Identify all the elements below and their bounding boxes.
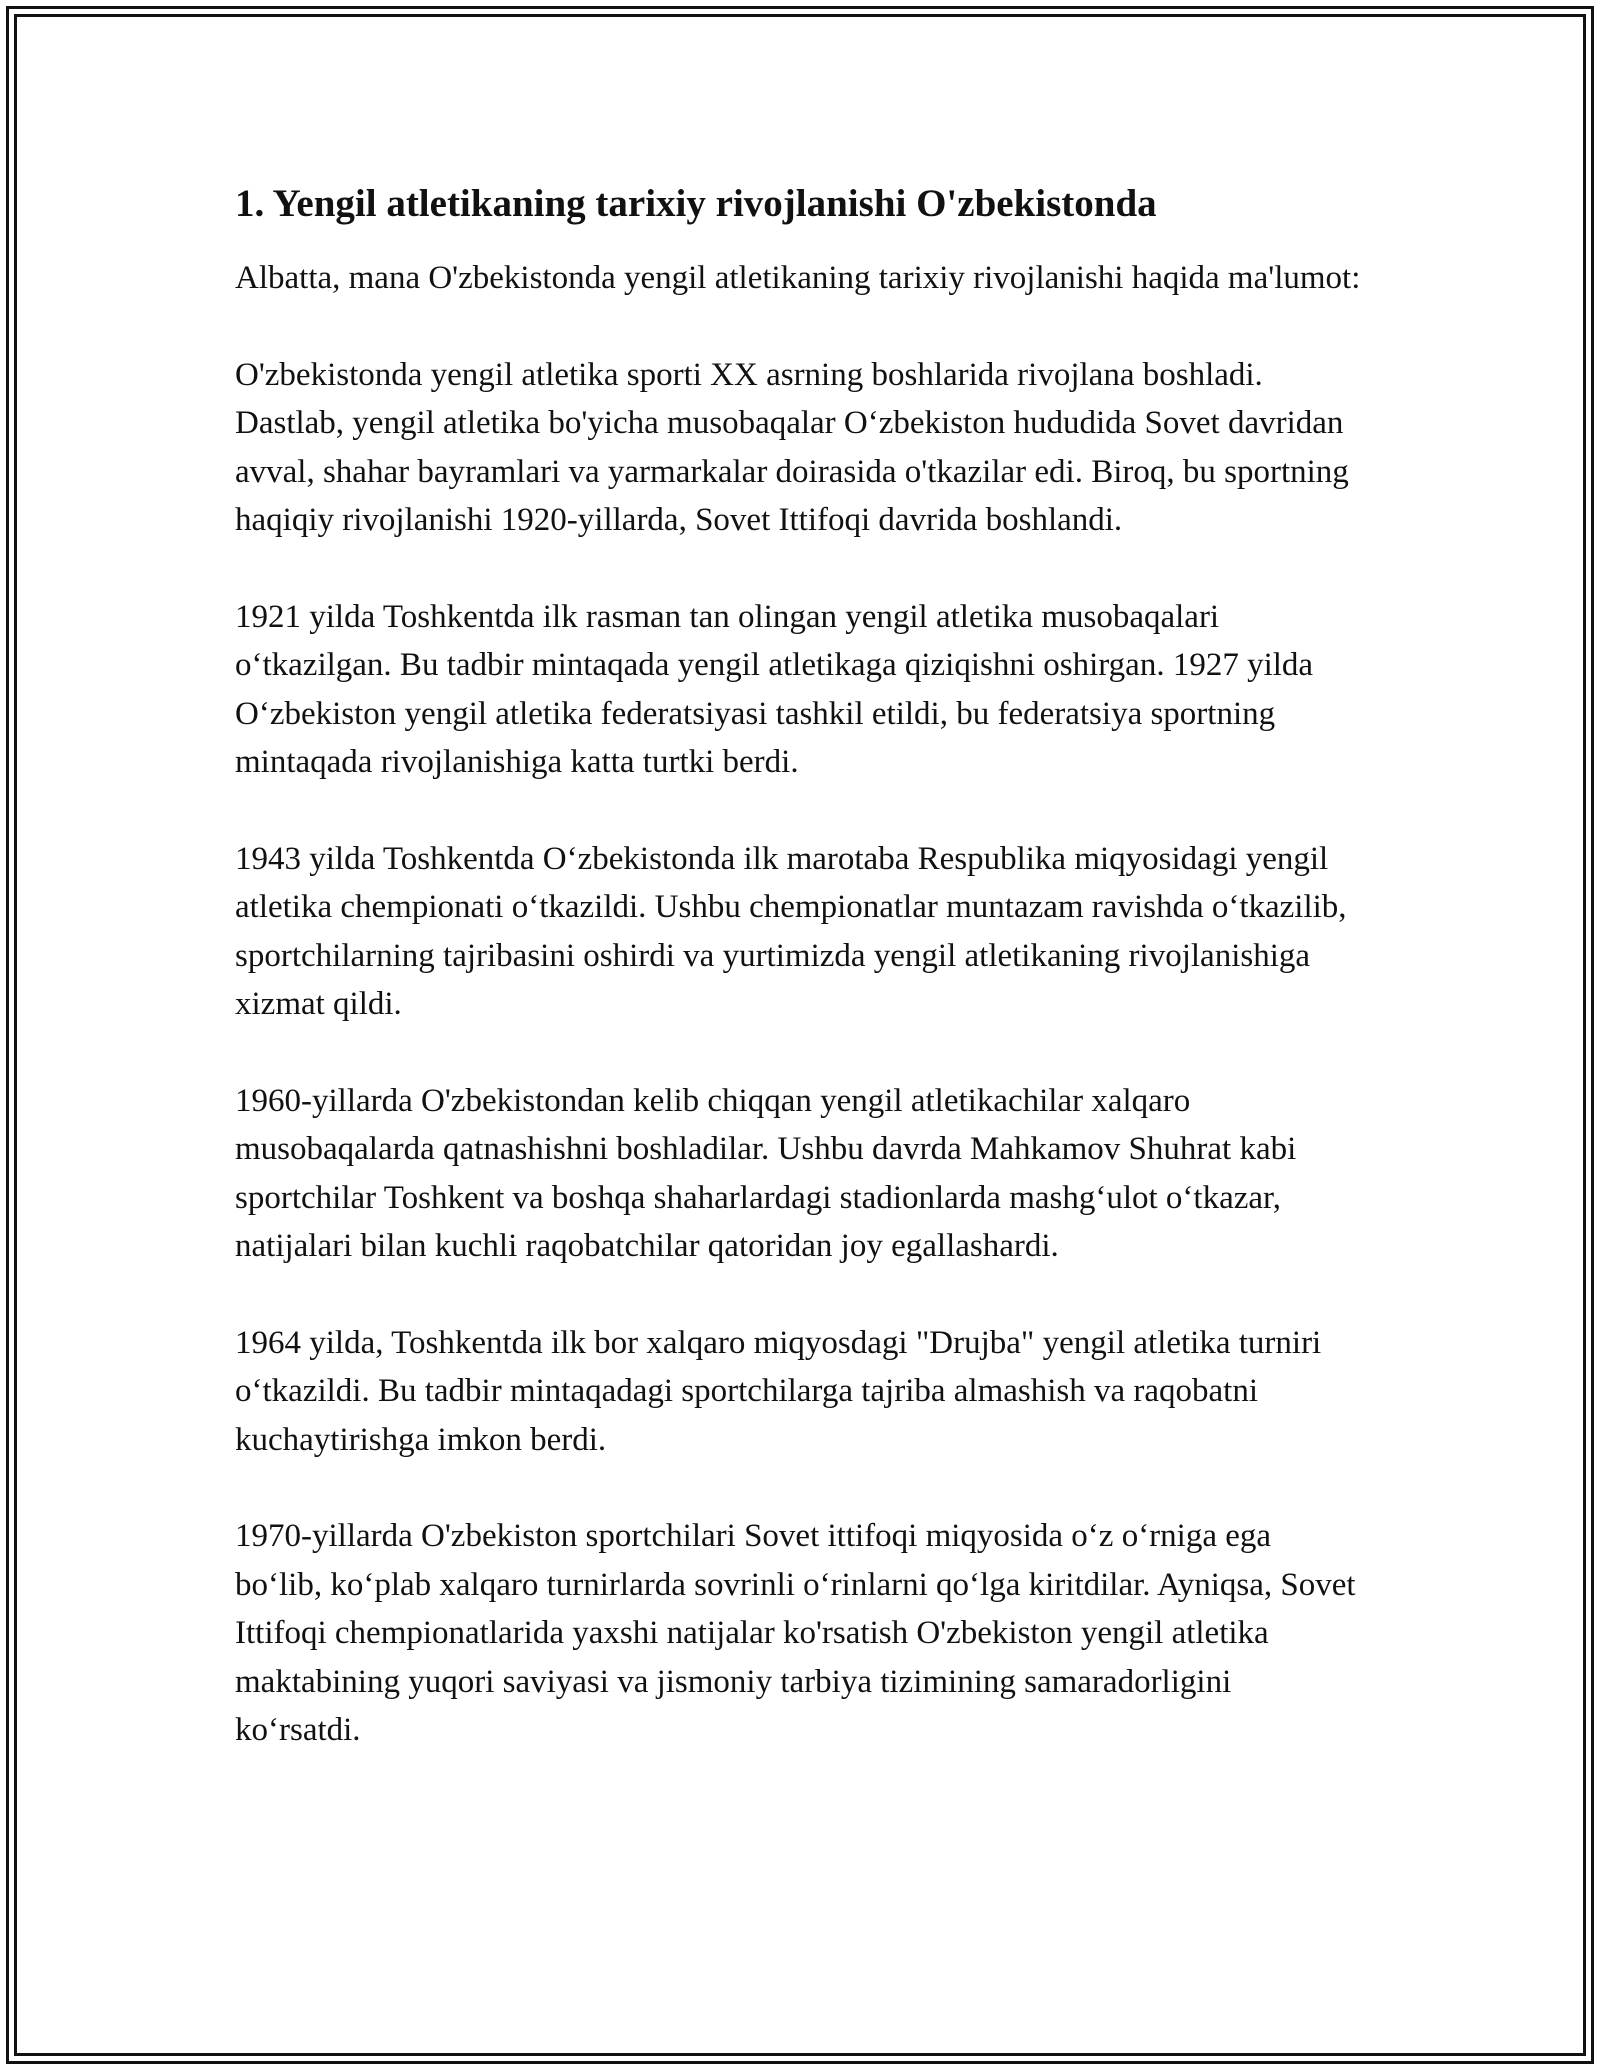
paragraph-early-history: O'zbekistonda yengil atletika sporti XX asrning boshlarida rivojlana boshladi. Dastlab, yengil atletika bo'yicha musobaqalar O‘zbekiston hududida Sovet davridan avval, shahar bayramlari va yarmarkalar doirasida o'tkazilar edi. Biroq, bu sportning haqiqiy rivojlanishi 1920-yillarda, Sovet Ittifoqi davrida boshlandi. [235,356,1349,538]
paragraph-1960s: 1960-yillarda O'zbekistondan kelib chiqqan yengil atletikachilar xalqaro musobaqalarda qatnashishni boshladilar. Ushbu davrda Mahkamov Shuhrat kabi sportchilar Toshkent va boshqa shaharlardagi stadionlarda mashg‘ulot o‘tkazar, natijalari bilan kuchli raqobatchilar qatoridan joy egallashardi. [235,1082,1297,1264]
paragraph-1943: 1943 yilda Toshkentda O‘zbekistonda ilk marotaba Respublika miqyosidagi yengil atletika chempionati o‘tkazildi. Ushbu chempionatlar muntazam ravishda o‘tkazilib, sportchilarning tajribasini oshirdi va yurtimizda yengil atletikaning rivojlanishiga xizmat qildi. [235,840,1347,1022]
paragraph-1964: 1964 yilda, Toshkentda ilk bor xalqaro miqyosdagi "Drujba" yengil atletika turniri o‘tkazildi. Bu tadbir mintaqadagi sportchilarga tajriba almashish va raqobatni kuchaytirishga imkon berdi. [235,1324,1322,1458]
document-body [235,180,1365,1803]
paragraph-1970s: 1970-yillarda O'zbekiston sportchilari Sovet ittifoqi miqyosida o‘z o‘rniga ega bo‘lib, ko‘plab xalqaro turnirlarda sovrinli o‘rinlarni qo‘lga kiritdilar. Ayniqsa, Sovet Ittifoqi chempionatlarida yaxshi natijalar ko'rsatish O'zbekiston yengil atletika maktabining yuqori saviyasi va jismoniy tarbiya tizimining samaradorligini ko‘rsatdi. [235,1518,1356,1748]
document-title: 1. Yengil atletikaning tarixiy rivojlanishi O'zbekistonda [235,182,1157,225]
paragraph-intro: Albatta, mana O'zbekistonda yengil atletikaning tarixiy rivojlanishi haqida ma'lumot: [235,260,1361,296]
paragraph-1921: 1921 yilda Toshkentda ilk rasman tan olingan yengil atletika musobaqalari o‘tkazilgan. Bu tadbir mintaqada yengil atletikaga qiziqishni oshirgan. 1927 yilda O‘zbekiston yengil atletika federatsiyasi tashkil etildi, bu federatsiya sportning mintaqada rivojlanishiga katta turtki berdi. [235,598,1314,780]
